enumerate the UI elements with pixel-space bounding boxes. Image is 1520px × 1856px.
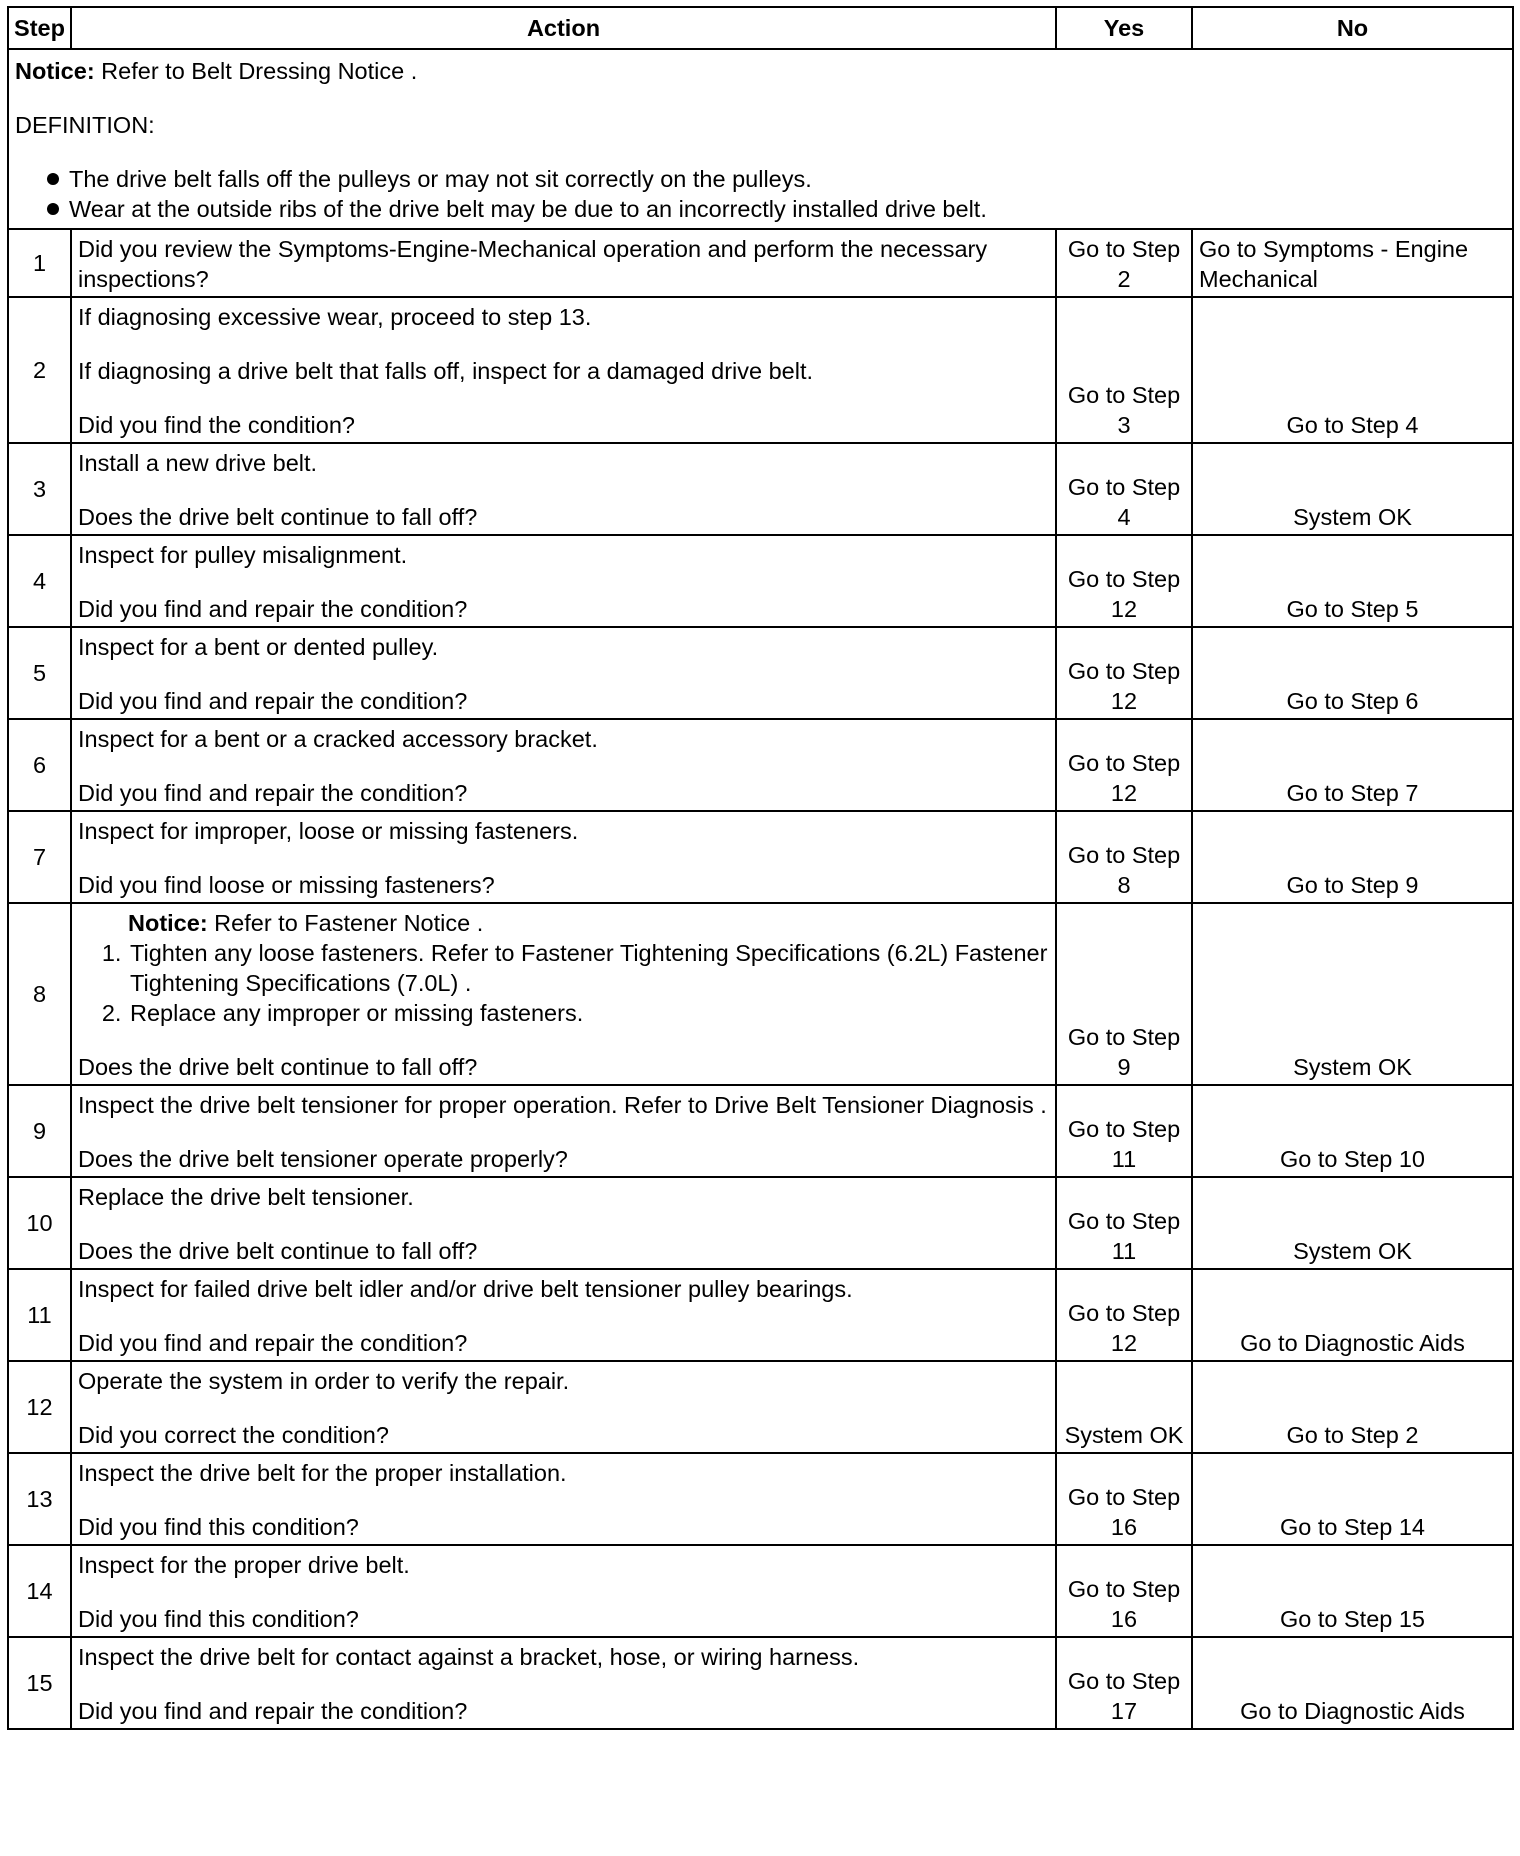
no-result: Go to Step 7	[1192, 719, 1513, 811]
step-number: 6	[8, 719, 71, 811]
no-result: Go to Symptoms - Engine Mechanical	[1192, 229, 1513, 297]
step-number: 5	[8, 627, 71, 719]
procedure-list	[78, 938, 1049, 1028]
action-question: Does the drive belt continue to fall off?	[78, 1238, 478, 1264]
action-cell	[71, 719, 1056, 811]
action-instruction: Inspect the drive belt for contact against a bracket, hose, or wiring harness.	[78, 1644, 860, 1670]
action-cell	[71, 443, 1056, 535]
action-cell	[71, 811, 1056, 903]
no-result: System OK	[1192, 903, 1513, 1085]
action-cell	[71, 1269, 1056, 1361]
yes-result: Go to Step 8	[1056, 811, 1192, 903]
yes-result: System OK	[1056, 1361, 1192, 1453]
action-instruction: If diagnosing a drive belt that falls off, inspect for a damaged drive belt.	[78, 358, 814, 384]
step-row	[8, 1085, 1513, 1177]
yes-result: Go to Step 17	[1056, 1637, 1192, 1729]
action-instruction: Inspect the drive belt tensioner for proper operation. Refer to Drive Belt Tensioner Diagnosis .	[78, 1092, 1047, 1118]
step-number: 7	[8, 811, 71, 903]
no-result: Go to Step 15	[1192, 1545, 1513, 1637]
no-result: Go to Step 4	[1192, 297, 1513, 443]
action-question: Does the drive belt continue to fall off?	[78, 504, 478, 530]
action-question: Did you find and repair the condition?	[78, 1698, 468, 1724]
yes-result: Go to Step 16	[1056, 1453, 1192, 1545]
yes-result: Go to Step 2	[1056, 229, 1192, 297]
step-number: 8	[8, 903, 71, 1085]
yes-result: Go to Step 11	[1056, 1177, 1192, 1269]
step-number: 15	[8, 1637, 71, 1729]
action-question: Did you correct the condition?	[78, 1422, 389, 1448]
action-cell	[71, 1453, 1056, 1545]
step-row	[8, 1269, 1513, 1361]
action-question: Did you find and repair the condition?	[78, 688, 468, 714]
action-cell	[71, 1361, 1056, 1453]
diagnostic-table	[7, 6, 1514, 1730]
yes-result: Go to Step 12	[1056, 719, 1192, 811]
step-number: 14	[8, 1545, 71, 1637]
action-instruction: Inspect the drive belt for the proper installation.	[78, 1460, 567, 1486]
yes-result: Go to Step 4	[1056, 443, 1192, 535]
step-row	[8, 627, 1513, 719]
action-instruction: Replace the drive belt tensioner.	[78, 1184, 414, 1210]
notice-label: Notice:	[15, 58, 95, 84]
action-question: Did you find and repair the condition?	[78, 596, 468, 622]
step-number: 4	[8, 535, 71, 627]
action-question: Did you find this condition?	[78, 1514, 359, 1540]
action-instruction: Inspect for a bent or a cracked accessory bracket.	[78, 726, 598, 752]
definition-list	[15, 164, 1504, 224]
no-result: System OK	[1192, 443, 1513, 535]
no-result: Go to Step 9	[1192, 811, 1513, 903]
yes-result: Go to Step 12	[1056, 535, 1192, 627]
header-yes: Yes	[1056, 7, 1192, 49]
action-cell	[71, 535, 1056, 627]
notice-text: Refer to Fastener Notice .	[207, 910, 484, 936]
no-result: Go to Step 6	[1192, 627, 1513, 719]
no-result: Go to Diagnostic Aids	[1192, 1637, 1513, 1729]
intro-row	[8, 49, 1513, 229]
action-cell	[71, 1085, 1056, 1177]
action-question: Did you find and repair the condition?	[78, 780, 468, 806]
action-instruction: Operate the system in order to verify the repair.	[78, 1368, 570, 1394]
definition-bullet: The drive belt falls off the pulleys or may not sit correctly on the pulleys.	[25, 164, 1504, 194]
action-instruction: Inspect for a bent or dented pulley.	[78, 634, 439, 660]
step-notice	[78, 908, 1049, 938]
action-question: Did you find the condition?	[78, 412, 355, 438]
intro-cell	[8, 49, 1513, 229]
notice-text: Refer to Belt Dressing Notice .	[94, 58, 418, 84]
no-result: Go to Step 14	[1192, 1453, 1513, 1545]
step-row	[8, 1637, 1513, 1729]
step-row	[8, 1453, 1513, 1545]
header-no: No	[1192, 7, 1513, 49]
action-instruction: Inspect for failed drive belt idler and/or drive belt tensioner pulley bearings.	[78, 1276, 853, 1302]
action-question: Did you review the Symptoms-Engine-Mechanical operation and perform the necessary inspections?	[78, 236, 988, 292]
step-number: 10	[8, 1177, 71, 1269]
step-number: 13	[8, 1453, 71, 1545]
action-cell	[71, 903, 1056, 1085]
no-result: Go to Step 5	[1192, 535, 1513, 627]
step-number: 2	[8, 297, 71, 443]
action-cell	[71, 229, 1056, 297]
no-result: Go to Step 2	[1192, 1361, 1513, 1453]
action-instruction: If diagnosing excessive wear, proceed to step 13.	[78, 304, 592, 330]
header-action: Action	[71, 7, 1056, 49]
definition-bullet: Wear at the outside ribs of the drive belt may be due to an incorrectly installed drive belt.	[25, 194, 1504, 224]
no-result: Go to Diagnostic Aids	[1192, 1269, 1513, 1361]
yes-result: Go to Step 16	[1056, 1545, 1192, 1637]
no-result: Go to Step 10	[1192, 1085, 1513, 1177]
step-number: 1	[8, 229, 71, 297]
no-result: System OK	[1192, 1177, 1513, 1269]
step-number: 11	[8, 1269, 71, 1361]
procedure-item: 1. Tighten any loose fasteners. Refer to Fastener Tightening Specifications (6.2L) Fastener Tightening Specifications (7.0L) .	[128, 938, 1049, 998]
procedure-item: 2. Replace any improper or missing fasteners.	[128, 998, 1049, 1028]
step-number: 12	[8, 1361, 71, 1453]
action-question: Did you find loose or missing fasteners?	[78, 872, 495, 898]
step-row	[8, 903, 1513, 1085]
action-instruction: Inspect for improper, loose or missing fasteners.	[78, 818, 579, 844]
action-cell	[71, 297, 1056, 443]
step-row	[8, 811, 1513, 903]
step-row	[8, 1177, 1513, 1269]
notice-label: Notice:	[128, 910, 208, 936]
action-instruction: Inspect for the proper drive belt.	[78, 1552, 410, 1578]
step-number: 3	[8, 443, 71, 535]
action-cell	[71, 1177, 1056, 1269]
action-question: Did you find and repair the condition?	[78, 1330, 468, 1356]
step-row	[8, 535, 1513, 627]
header-step: Step	[8, 7, 71, 49]
action-cell	[71, 1637, 1056, 1729]
step-row	[8, 1361, 1513, 1453]
yes-result: Go to Step 3	[1056, 297, 1192, 443]
action-question: Did you find this condition?	[78, 1606, 359, 1632]
action-instruction: Inspect for pulley misalignment.	[78, 542, 408, 568]
yes-result: Go to Step 9	[1056, 903, 1192, 1085]
step-row	[8, 719, 1513, 811]
yes-result: Go to Step 12	[1056, 627, 1192, 719]
step-row	[8, 229, 1513, 297]
definition-heading: DEFINITION:	[15, 112, 155, 138]
action-instruction: Install a new drive belt.	[78, 450, 318, 476]
action-cell	[71, 1545, 1056, 1637]
action-cell	[71, 627, 1056, 719]
step-row	[8, 297, 1513, 443]
action-question: Does the drive belt tensioner operate properly?	[78, 1146, 568, 1172]
step-row	[8, 1545, 1513, 1637]
yes-result: Go to Step 12	[1056, 1269, 1192, 1361]
header-row	[8, 7, 1513, 49]
action-question: Does the drive belt continue to fall off?	[78, 1054, 478, 1080]
step-number: 9	[8, 1085, 71, 1177]
yes-result: Go to Step 11	[1056, 1085, 1192, 1177]
intro-notice	[15, 56, 1504, 86]
step-row	[8, 443, 1513, 535]
